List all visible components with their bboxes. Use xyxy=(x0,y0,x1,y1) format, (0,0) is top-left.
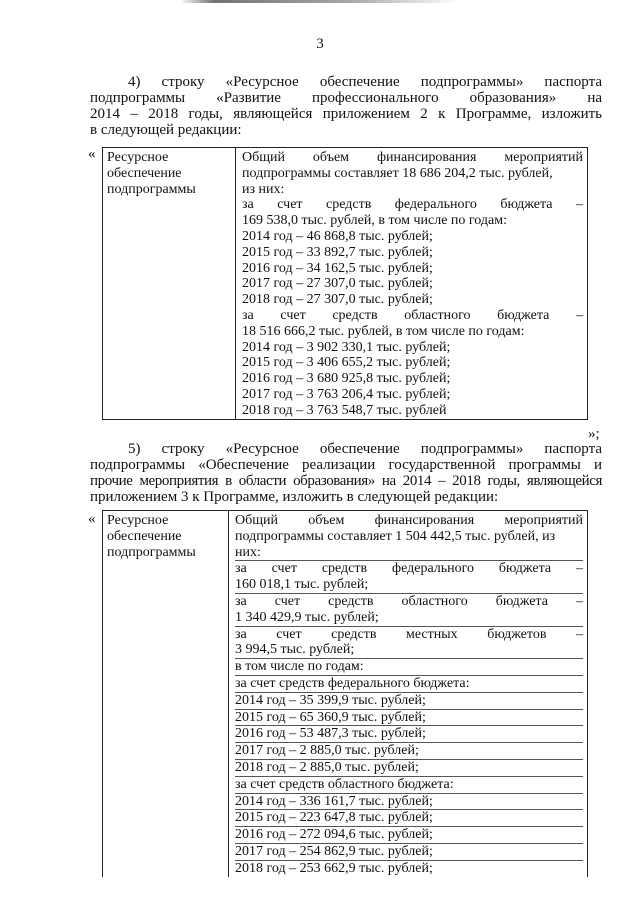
content-line: 2018 год – 2 885,0 тыс. рублей; xyxy=(235,759,583,776)
content-line: 2015 год – 3 406 655,2 тыс. рублей; xyxy=(242,355,451,371)
content-line: 2015 год – 223 647,8 тыс. рублей; xyxy=(235,809,583,826)
label-line: обеспечение xyxy=(107,528,182,544)
item5-line: 5) строку «Ресурсное обеспечение подпрограммы» паспорта xyxy=(128,441,602,457)
item4-line: 4) строку «Ресурсное обеспечение подпрограммы» паспорта xyxy=(128,74,602,90)
content-line: в том числе по годам: xyxy=(235,658,583,675)
content-line: 2015 год – 33 892,7 тыс. рублей; xyxy=(242,244,433,260)
item5-resource-table xyxy=(102,510,588,877)
content-line: за счет средств федерального бюджета – xyxy=(235,561,583,577)
content-line: 160 018,1 тыс. рублей; xyxy=(235,577,369,593)
content-line: Общий объем финансирования мероприятий xyxy=(235,513,583,528)
content-line: 2014 год – 35 399,9 тыс. рублей; xyxy=(235,692,583,709)
item4-open-quote: « xyxy=(88,146,96,162)
label-line: подпрограммы xyxy=(107,544,196,560)
content-line: 2017 год – 3 763 206,4 тыс. рублей; xyxy=(242,386,451,402)
content-line: за счет средств федерального бюджета: xyxy=(235,675,583,692)
content-line: 2018 год – 27 307,0 тыс. рублей; xyxy=(242,292,433,308)
content-line: 2018 год – 3 763 548,7 тыс. рублей xyxy=(242,402,447,418)
content-line: из них: xyxy=(242,181,285,197)
item4-content-cell xyxy=(236,148,588,420)
label-line: обеспечение xyxy=(107,165,182,181)
content-line: 2016 год – 34 162,5 тыс. рублей; xyxy=(242,260,433,276)
item4-line: подпрограммы «Развитие профессионального образования» на xyxy=(90,90,602,106)
content-line: них: xyxy=(235,544,261,560)
item4-close-quote: »; xyxy=(588,426,600,442)
label-line: Ресурсное xyxy=(107,150,169,165)
content-line: 2015 год – 65 360,9 тыс. рублей; xyxy=(235,709,583,726)
item5-label-cell xyxy=(103,511,229,877)
item5-line: подпрограммы «Обеспечение реализации государственной программы и xyxy=(90,457,602,473)
content-line: подпрограммы составляет 18 686 204,2 тыс. рублей, xyxy=(242,165,553,181)
content-line: 2014 год – 3 902 330,1 тыс. рублей; xyxy=(242,339,451,355)
content-line: 2017 год – 254 862,9 тыс. рублей; xyxy=(235,843,583,860)
content-line: за счет средств областного бюджета – xyxy=(235,593,583,609)
content-line: за счет средств местных бюджетов – xyxy=(235,626,583,642)
content-line: 169 538,0 тыс. рублей, в том числе по годам: xyxy=(242,213,507,229)
content-line: за счет средств областного бюджета: xyxy=(235,776,583,793)
content-line: 1 340 429,9 тыс. рублей; xyxy=(235,609,379,625)
item4-paragraph xyxy=(90,74,602,138)
content-line: 2016 год – 3 680 925,8 тыс. рублей; xyxy=(242,371,451,387)
item5-content-cell xyxy=(229,511,588,877)
content-line: 2018 год – 253 662,9 тыс. рублей; xyxy=(235,860,583,877)
item4-resource-table xyxy=(102,147,588,420)
item4-label-cell xyxy=(103,148,236,420)
item5-paragraph xyxy=(90,441,602,505)
label-line: Ресурсное xyxy=(107,513,169,528)
label-line: подпрограммы xyxy=(107,181,196,197)
content-line: 2017 год – 27 307,0 тыс. рублей; xyxy=(242,276,433,292)
item4-line: в следующей редакции: xyxy=(90,122,242,138)
content-line: 2017 год – 2 885,0 тыс. рублей; xyxy=(235,742,583,759)
content-line: 18 516 666,2 тыс. рублей, в том числе по годам: xyxy=(242,323,525,339)
content-line: подпрограммы составляет 1 504 442,5 тыс. рублей, из xyxy=(235,528,556,544)
content-line: 2014 год – 46 868,8 тыс. рублей; xyxy=(242,228,433,244)
item4-line: 2014 – 2018 годы, являющейся приложением 2 к Программе, изложить xyxy=(90,106,602,122)
scan-artifact-top xyxy=(180,0,460,3)
item5-open-quote: « xyxy=(88,511,96,527)
content-line: 2016 год – 272 094,6 тыс. рублей; xyxy=(235,826,583,843)
content-line: за счет средств федерального бюджета – xyxy=(242,197,583,213)
item5-line: прочие мероприятия в области образования» на 2014 – 2018 годы, являющейся xyxy=(90,473,602,489)
content-line: за счет средств областного бюджета – xyxy=(242,307,583,323)
page-number: 3 xyxy=(316,36,324,52)
content-line: Общий объем финансирования мероприятий xyxy=(242,150,583,165)
content-line: 2014 год – 336 161,7 тыс. рублей; xyxy=(235,793,583,810)
content-line: 3 994,5 тыс. рублей; xyxy=(235,642,355,658)
content-line: 2016 год – 53 487,3 тыс. рублей; xyxy=(235,725,583,742)
item5-line: приложением 3 к Программе, изложить в следующей редакции: xyxy=(90,489,499,505)
